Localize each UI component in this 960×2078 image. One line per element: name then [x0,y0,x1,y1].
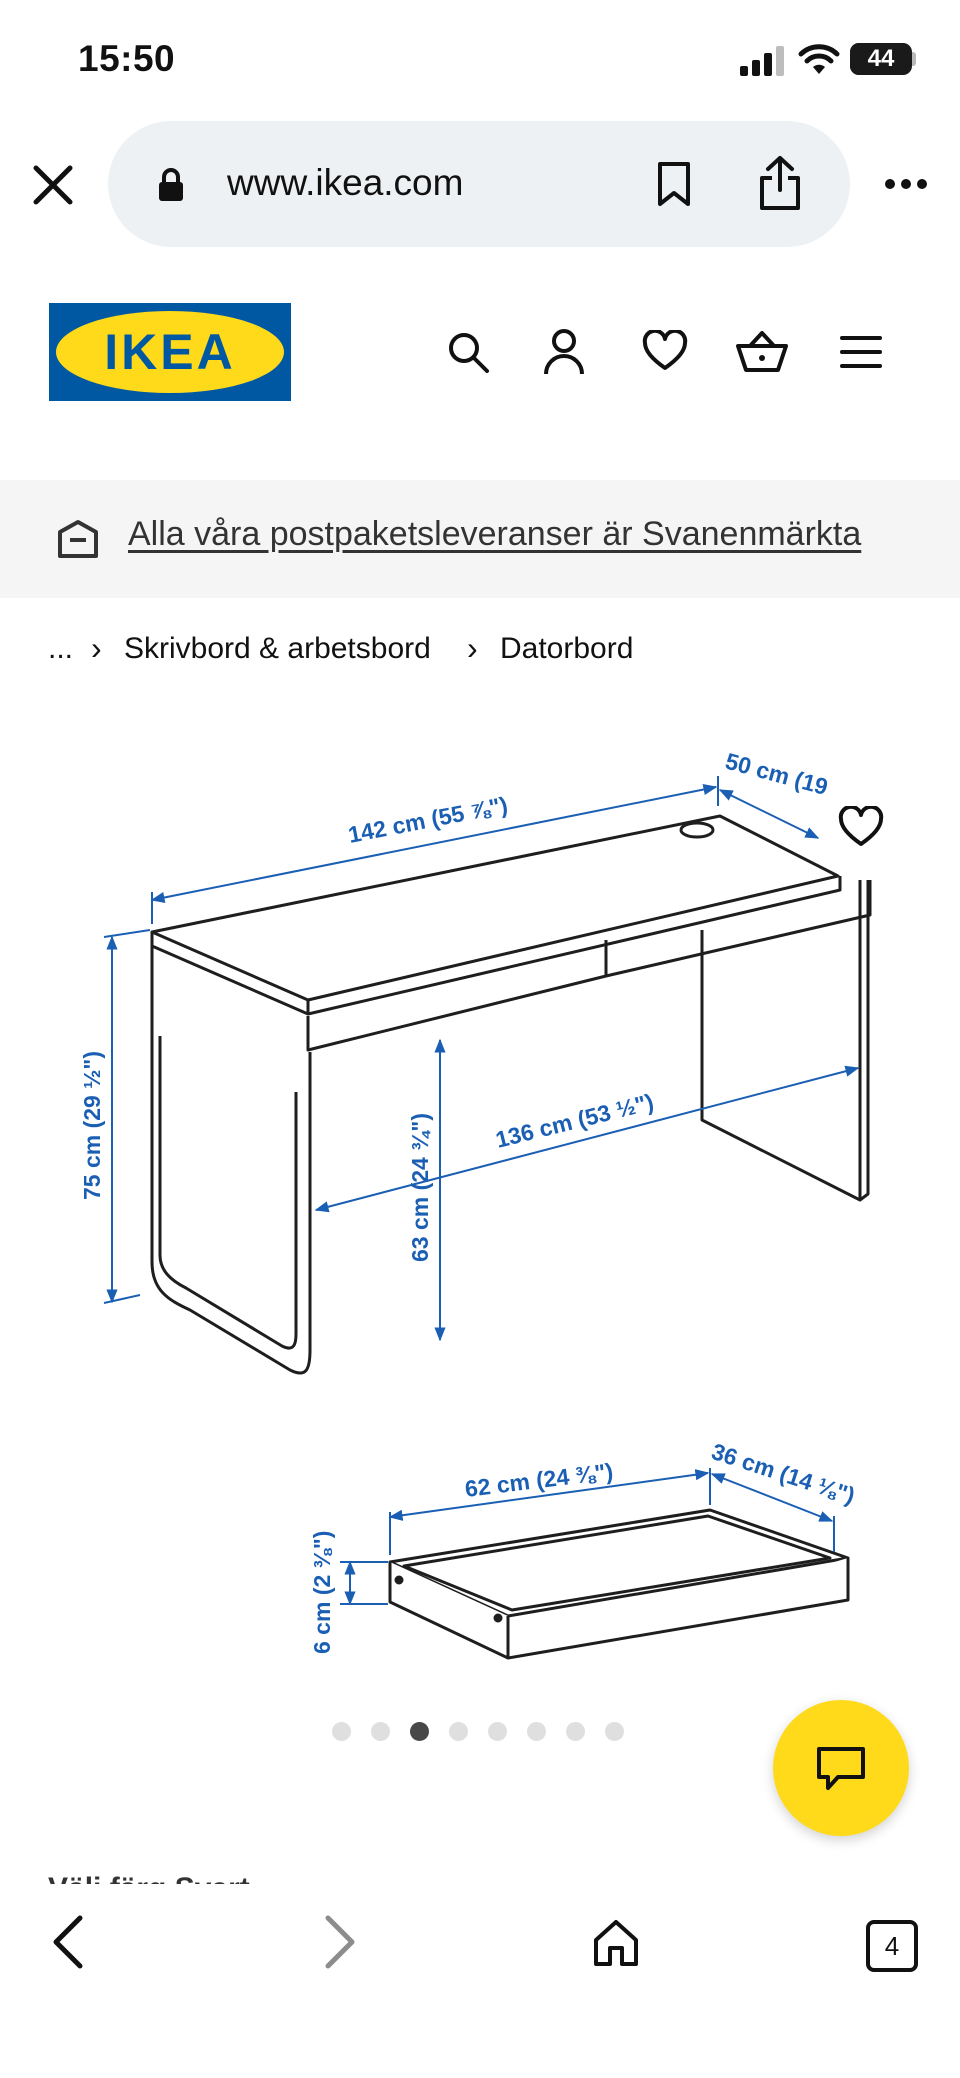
dim-knee-height: 63 cm (24 ¾") [407,1113,433,1262]
dim-drawer-width: 62 cm (24 ⅜") [463,1457,615,1502]
battery-nub [912,52,916,66]
favourite-heart-icon[interactable] [838,806,884,848]
forward-icon[interactable] [322,1914,358,1970]
ikea-logo-text: IKEA [104,324,236,380]
search-icon[interactable] [446,330,490,374]
heart-icon[interactable] [642,330,688,372]
bookmark-icon[interactable] [654,160,694,208]
basket-icon[interactable] [736,330,788,374]
url-text[interactable]: www.ikea.com [227,162,464,203]
battery-percent: 44 [867,45,895,72]
browser-bottom-toolbar [0,1884,960,2078]
cellular-signal-icon [740,46,786,76]
dim-drawer-height: 6 cm (2 ⅜") [309,1530,335,1654]
truck-icon [56,516,100,560]
ikea-logo[interactable] [49,303,291,401]
share-icon[interactable] [756,154,804,212]
promo-link[interactable]: Alla våra postpaketsleveranser är Svanenmärkta [128,515,862,553]
carousel-dot[interactable] [449,1722,468,1741]
wifi-icon [798,42,840,76]
desk-drawing [152,816,870,1373]
dim-desk-depth: 50 cm (19 [722,747,831,800]
menu-icon[interactable] [840,334,882,370]
dim-desk-height: 75 cm (29 ½") [79,1051,105,1200]
carousel-dot[interactable] [371,1722,390,1741]
breadcrumb-item-desks[interactable]: Skrivbord & arbetsbord [124,632,431,665]
carousel-dot[interactable] [605,1722,624,1741]
lock-icon [158,168,184,202]
carousel-dot[interactable] [332,1722,351,1741]
carousel-dot[interactable] [566,1722,585,1741]
dim-inner-width: 136 cm (53 ½") [492,1088,657,1153]
dim-desk-width: 142 cm (55 ⅞") [345,791,510,848]
carousel-dot[interactable] [488,1722,507,1741]
more-icon[interactable] [882,176,930,192]
dim-drawer-depth: 36 cm (14 ⅛") [708,1438,859,1509]
tabs-icon[interactable]: 4 [866,1920,918,1972]
status-time: 15:50 [78,38,176,79]
carousel-dot[interactable] [527,1722,546,1741]
breadcrumb-item-computer-desks[interactable]: Datorbord [500,632,634,665]
chevron-right-icon: › [467,630,478,666]
home-icon[interactable] [592,1918,640,1968]
carousel-dot-active[interactable] [410,1722,429,1741]
account-icon[interactable] [542,328,586,376]
chat-button[interactable] [773,1700,909,1836]
product-dimension-image[interactable] [0,700,960,1680]
battery-indicator [850,43,912,75]
close-icon[interactable] [32,164,74,206]
back-icon[interactable] [50,1914,86,1970]
breadcrumb-ellipsis[interactable]: ... [48,632,74,665]
chat-icon [816,1746,866,1792]
chevron-right-icon: › [91,630,102,666]
drawer-drawing [390,1510,848,1658]
url-bar[interactable] [108,121,850,247]
